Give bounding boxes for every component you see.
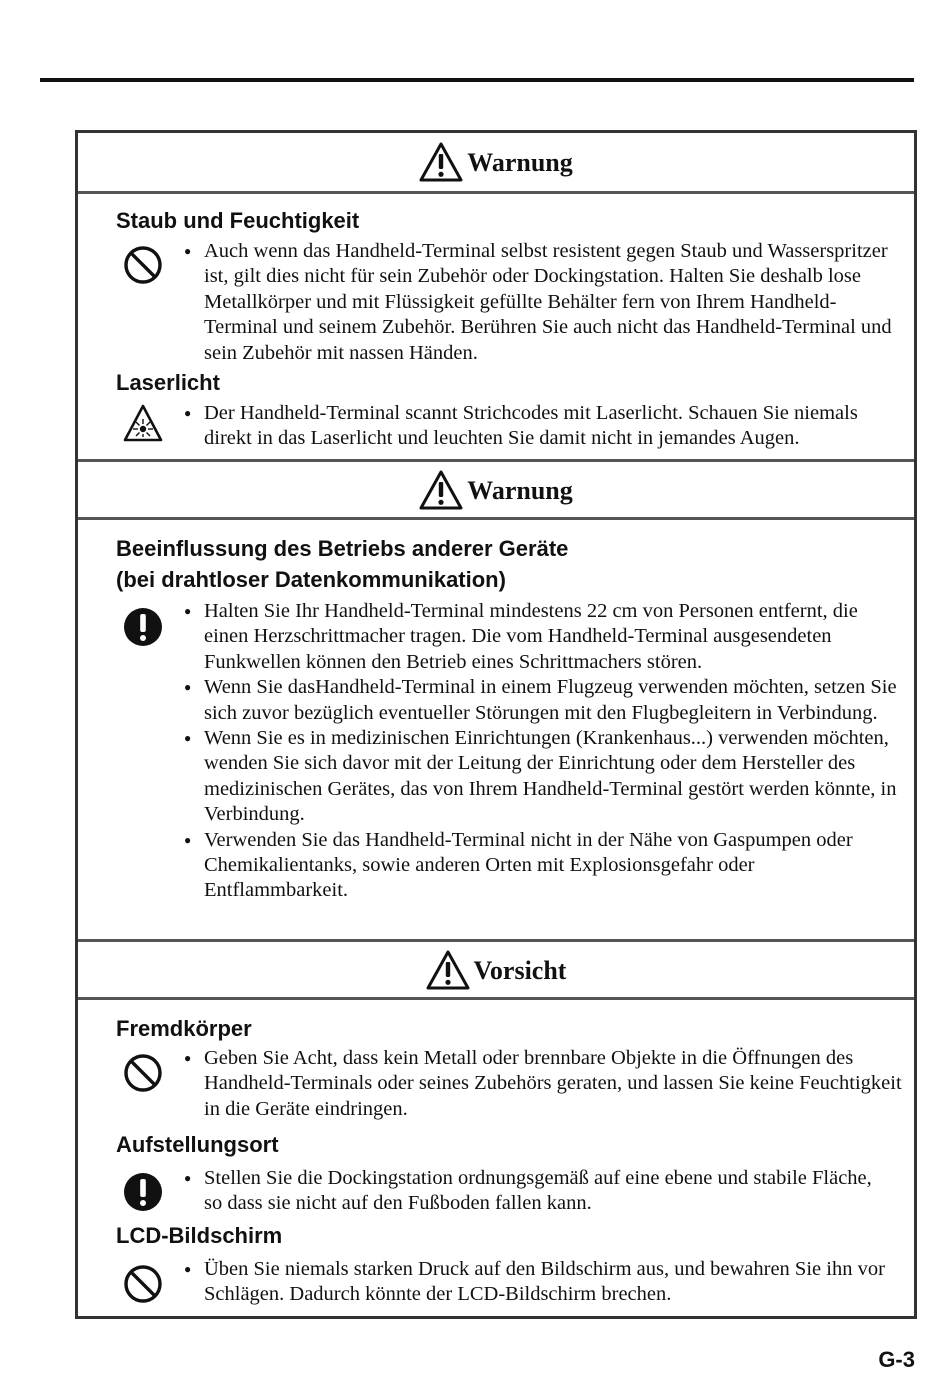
warning-triangle-icon	[426, 950, 470, 990]
section-location	[116, 1129, 279, 1160]
section-interference	[116, 533, 568, 595]
caution-band	[78, 939, 914, 1000]
bullet-list	[184, 1257, 904, 1308]
list-item: ● Der Handheld-Terminal scannt Strichcodes mit Laserlicht. Schauen Sie niemals direkt in das Laserlicht und leuchten Sie damit nicht in jemandes Augen.	[184, 401, 904, 452]
bullet-list	[184, 1166, 894, 1217]
page-number: G-3	[878, 1347, 915, 1372]
warning-triangle-icon	[419, 470, 463, 510]
safety-notice-frame	[75, 130, 917, 1319]
list-item: ● Üben Sie niemals starken Druck auf den Bildschirm aus, und bewahren Sie ihn vor Schlägen. Dadurch könnte der LCD-Bildschirm brechen.	[184, 1257, 904, 1308]
prohibition-icon	[122, 1263, 164, 1305]
warning-band	[78, 459, 914, 520]
section-heading: Staub und Feuchtigkeit	[116, 208, 360, 233]
prohibition-icon	[122, 1052, 164, 1094]
warning-band	[78, 133, 914, 194]
list-item: ● Halten Sie Ihr Handheld-Terminal mindestens 22 cm von Personen entfernt, die einen Herzschrittmacher tragen. Die vom Handheld-Terminal ausgesendeten Funkwellen können den Betrieb eines Schrittmachers stören.	[184, 599, 902, 675]
top-rule	[40, 78, 914, 82]
section-heading: LCD-Bildschirm	[116, 1223, 283, 1248]
laser-warning-icon	[122, 403, 164, 445]
warning-triangle-icon	[419, 142, 463, 182]
bullet-list	[184, 1046, 910, 1122]
prohibition-icon	[122, 244, 164, 286]
bullet-list	[184, 239, 894, 366]
list-item: ● Geben Sie Acht, dass kein Metall oder brennbare Objekte in die Öffnungen des Handheld-Terminals oder seines Zubehörs geraten, und lassen Sie keine Feuchtigkeit in die Geräte eindringen.	[184, 1046, 910, 1122]
section-heading: Fremdkörper	[116, 1016, 252, 1041]
list-item: ● Verwenden Sie das Handheld-Terminal nicht in der Nähe von Gaspumpen oder Chemikalientanks, sowie anderen Orten mit Explosionsgefahr oder Entflammbarkeit.	[184, 828, 902, 904]
list-item: ● Stellen Sie die Dockingstation ordnungsgemäß auf eine ebene und stabile Fläche, so dass sie nicht auf den Fußboden fallen kann.	[184, 1166, 894, 1217]
bullet-list	[184, 599, 902, 904]
list-item: ● Wenn Sie es in medizinischen Einrichtungen (Krankenhaus...) verwenden möchten, wenden Sie sich davor mit der Leitung der Einrichtung oder dem Hersteller des medizinischen Gerätes, das von Ihrem Handheld-Terminal gestört werden könnte, in Verbindung.	[184, 726, 902, 828]
section-heading: Laserlicht	[116, 370, 220, 395]
band-title: Vorsicht	[473, 955, 567, 985]
section-heading: Aufstellungsort	[116, 1132, 279, 1157]
band-title: Warnung	[467, 148, 573, 177]
section-heading-line-2: (bei drahtloser Datenkommunikation)	[116, 567, 506, 592]
bullet-list	[184, 401, 904, 452]
list-item: ● Wenn Sie dasHandheld-Terminal in einem Flugzeug verwenden möchten, setzen Sie sich zuvor bezüglich eventueller Störungen mit den Flugbegleitern in Verbindung.	[184, 675, 902, 726]
section-lcd	[116, 1220, 282, 1251]
section-heading-line-1: Beeinflussung des Betriebs anderer Geräte	[116, 536, 569, 561]
exclamation-icon	[122, 606, 164, 648]
section-foreign-objects	[116, 1013, 252, 1044]
section-dust-moisture	[116, 205, 359, 236]
exclamation-icon	[122, 1171, 164, 1213]
list-item: ● Auch wenn das Handheld-Terminal selbst resistent gegen Staub und Wasserspritzer ist, gilt dies nicht für sein Zubehör oder Dockingstation. Halten Sie deshalb lose Metallkörper und mit Flüssigkeit gefüllte Behälter fern von Ihrem Handheld-Terminal und seinem Zubehör. Berühren Sie auch nicht das Handheld-Terminal und sein Zubehör mit nassen Händen.	[184, 239, 894, 366]
band-title: Warnung	[467, 475, 573, 505]
section-laser	[116, 367, 220, 398]
